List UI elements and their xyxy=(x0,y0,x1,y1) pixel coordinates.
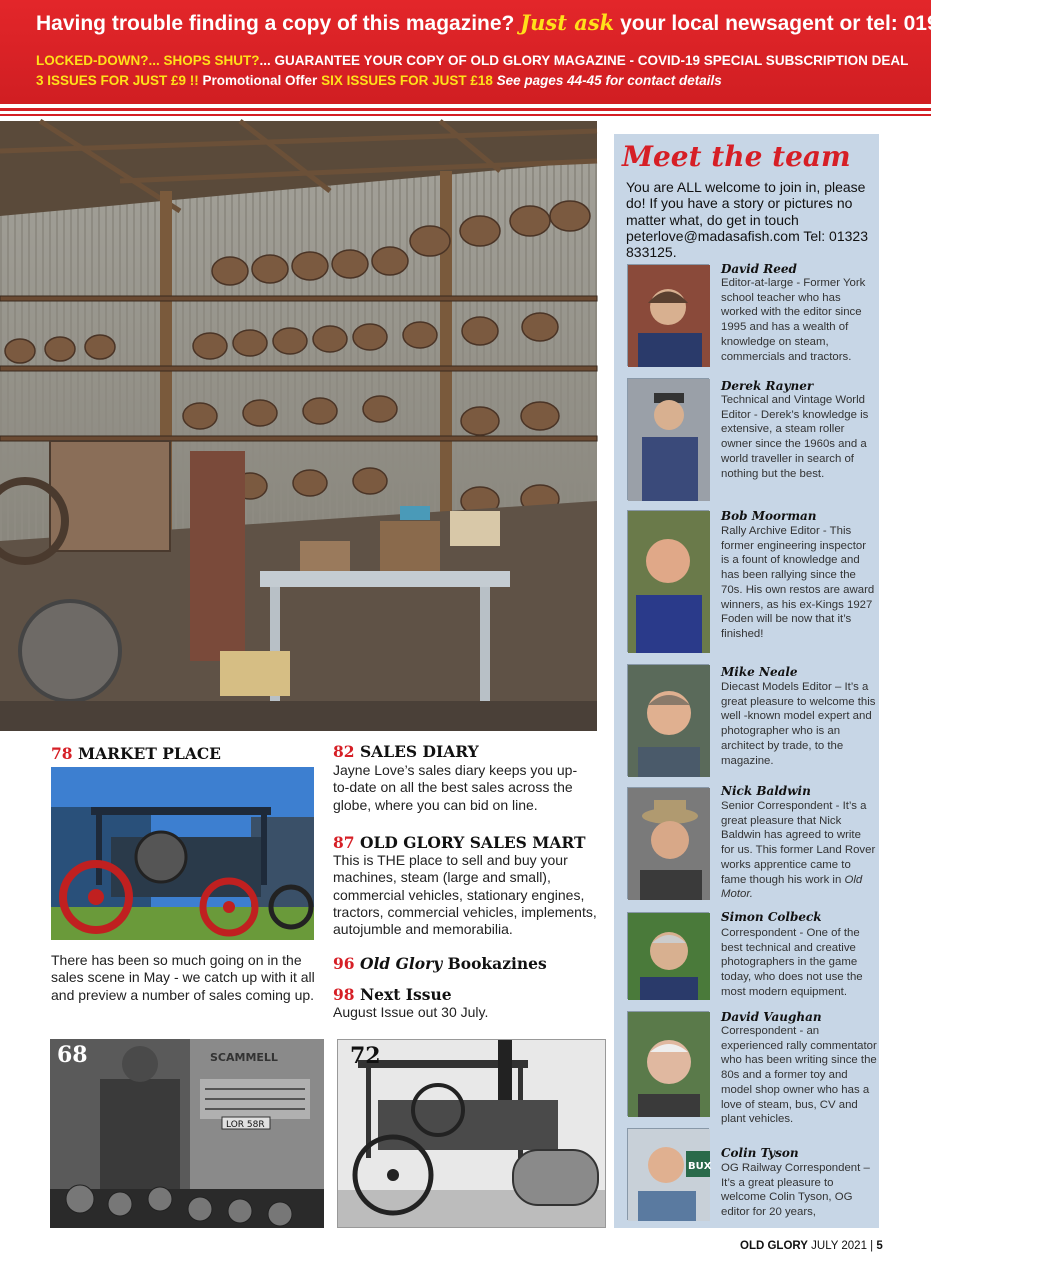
next-issue-heading: 98 Next Issue xyxy=(333,985,452,1004)
meet-the-team-title: Meet the team xyxy=(622,140,851,173)
avatar xyxy=(627,664,709,776)
sales-mart-heading: 87 OLD GLORY SALES MART xyxy=(333,833,586,852)
member-name: Derek Rayner xyxy=(721,379,814,393)
market-place-heading: 78 MARKET PLACE xyxy=(51,744,221,763)
steam-roller-photo xyxy=(337,1039,606,1228)
avatar xyxy=(627,912,709,999)
avatar xyxy=(627,1011,709,1116)
member-description: Diecast Models Editor – It’s a great pleasure to welcome this well -known model expert and photographer who is an architect by trade, to the magazine. xyxy=(721,681,876,767)
member-description: Correspondent - One of the best technical and creative photographers in the game today, who does not use the most modern equipment. xyxy=(721,927,863,998)
scammell-lettering: SCAMMELL xyxy=(210,1051,278,1064)
just-ask-text: Just ask xyxy=(520,10,615,35)
sales-mart-description: This is THE place to sell and buy your machines, steam (large and small), commercial vehicles, stationary engines, tractors, commercial vehicles, implements, autojumble and memorabilia. xyxy=(333,852,597,938)
banner-offer-line: 3 ISSUES FOR JUST £9 !! Promotional Offer SIX ISSUES FOR JUST £18 See pages 44-45 for contact details xyxy=(36,73,722,88)
banner-stripe-thin xyxy=(0,114,931,116)
page-footer: OLD GLORY JULY 2021 | 5 xyxy=(740,1240,883,1252)
member-name: David Vaughan xyxy=(721,1010,822,1024)
offer-three-issues: 3 ISSUES FOR JUST £9 !! xyxy=(36,73,199,88)
avatar xyxy=(627,1128,712,1220)
member-name: Mike Neale xyxy=(721,665,798,679)
banner-lockdown-line: LOCKED-DOWN?... SHOPS SHUT?... GUARANTEE YOUR COPY OF OLD GLORY MAGAZINE - COVID-19 SPECIAL SUBSCRIPTION DEAL xyxy=(36,53,909,68)
member-description: Correspondent - an experienced rally commentator who has been writing since the 80s and a former toy and model shop owner who has a love of steam, bus, CV and plant vehicles. xyxy=(721,1025,877,1126)
avatar xyxy=(627,378,709,500)
member-name: Colin Tyson xyxy=(721,1146,799,1160)
barn-tractor-seats-photo xyxy=(0,121,597,731)
member-description: Editor-at-large - Former York school teacher who has worked with the editor since 1995 and has a wealth of knowledge on steam, commercials and tractors. xyxy=(721,277,866,363)
member-description: Technical and Vintage World Editor - Derek’s knowledge is extensive, a steam roller owner since the 1960s and a world traveller in search of nothing but the best. xyxy=(721,394,869,480)
market-place-description: There has been so much going on in the sales scene in May - we catch up with it all and preview a number of sales coming up. xyxy=(51,952,315,1003)
sales-diary-description: Jayne Love’s sales diary keeps you up-to-date on all the best sales across the globe, where you can bid on line. xyxy=(333,762,578,813)
page-number-badge-72: 72 xyxy=(350,1043,381,1069)
banner-stripe xyxy=(0,108,931,111)
page-number-badge-68: 68 xyxy=(57,1042,88,1068)
meet-the-team-intro: You are ALL welcome to join in, please do! If you have a story or pictures no matter what, do get in touch peterlove@madasafish.com Tel: 01323 833125. xyxy=(626,179,868,261)
subscription-banner xyxy=(0,0,1038,104)
next-issue-description: August Issue out 30 July. xyxy=(333,1004,489,1020)
avatar xyxy=(627,264,709,366)
page-number: 5 xyxy=(876,1240,883,1252)
member-name: Nick Baldwin xyxy=(721,784,811,798)
banner-headline: Having trouble finding a copy of this magazine? Just ask your local newsagent or tel: 01959 541444 xyxy=(36,10,1038,35)
market-place-tractor-photo xyxy=(51,767,314,940)
number-plate: LOR 58R xyxy=(226,1120,265,1130)
member-name: Bob Moorman xyxy=(721,509,817,523)
member-description: Rally Archive Editor - This former engineering inspector is a fount of knowledge and has been rallying since the 70s. His own restos are award winners, as his ex-Kings 1927 Foden will be now that it’s finished! xyxy=(721,525,875,640)
bookazines-heading: 96 Old Glory Bookazines xyxy=(333,954,547,973)
sales-diary-heading: 82 SALES DIARY xyxy=(333,742,479,761)
scammell-lorry-photo xyxy=(50,1039,324,1228)
avatar xyxy=(627,510,709,652)
offer-six-issues: SIX ISSUES FOR JUST £18 xyxy=(321,73,493,88)
member-name: David Reed xyxy=(721,262,797,276)
bux-sign-text: BUX xyxy=(688,1161,712,1172)
member-name: Simon Colbeck xyxy=(721,910,822,924)
member-description: OG Railway Correspondent – It’s a great pleasure to welcome Colin Tyson, OG editor for 20 years, xyxy=(721,1162,870,1219)
avatar xyxy=(627,787,709,899)
member-description: Senior Correspondent - It’s a great pleasure that Nick Baldwin has agreed to write for us. This former Land Rover works apprentice came to fame though his work in Old Motor. xyxy=(721,800,876,901)
